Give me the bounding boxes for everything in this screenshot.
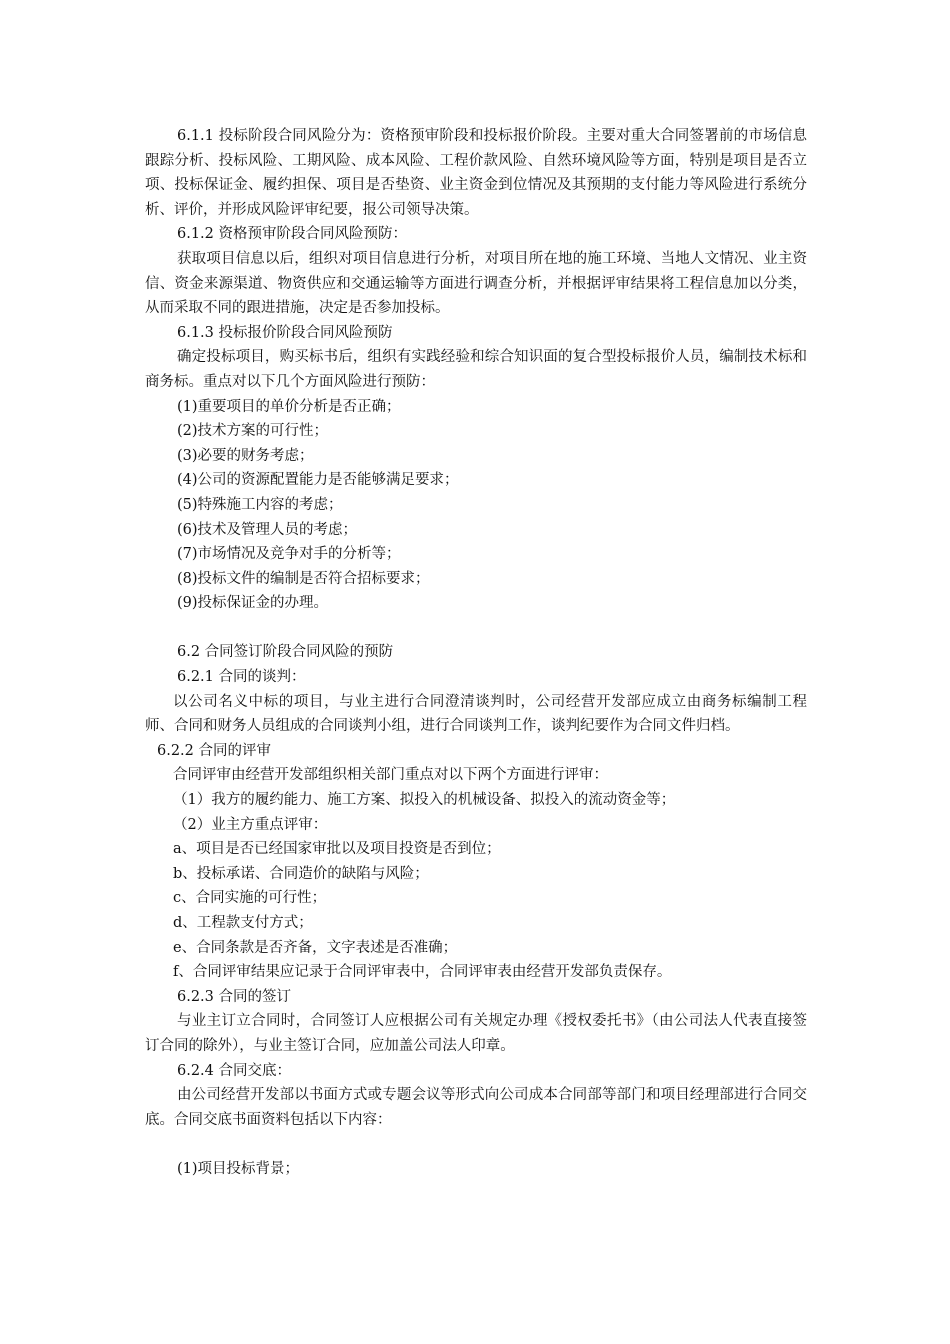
list-item: d、工程款支付方式；	[173, 915, 313, 931]
heading-6-2-3: 6.2.3 合同的签订	[177, 988, 292, 1005]
list-item: c、合同实施的可行性；	[173, 890, 327, 907]
heading-6-2: 6.2 合同签订阶段合同风险的预防	[177, 644, 394, 661]
list-item: (7)市场情况及竞争对手的分析等；	[177, 546, 401, 563]
heading-6-2-1: 6.2.1 合同的谈判：	[177, 669, 306, 686]
list-item: (4)公司的资源配置能力是否能够满足要求；	[177, 472, 459, 489]
list-item: e、合同条款是否齐备，文字表述是否准确；	[173, 939, 458, 956]
paragraph-6-1-2-body: 获取项目信息以后，组织对项目信息进行分析，对项目所在地的施工环境、当地人文情况、业主资信、资金来源渠道、物资供应和交通运输等方面进行调查分析，并根据评审结果将工程信息加以分类，从而采取不同的跟进措施，决定是否参加投标。	[145, 250, 807, 317]
paragraph-spacer	[145, 616, 807, 641]
document-body	[145, 124, 807, 1182]
list-item: (1)重要项目的单价分析是否正确；	[177, 398, 401, 415]
paragraph-6-2-3-body: 与业主订立合同时，合同签订人应根据公司有关规定办理《授权委托书》（由公司法人代表直接签订合同的除外），与业主签订合同，应加盖公司法人印章。	[145, 1013, 807, 1054]
list-item: (8)投标文件的编制是否符合招标要求；	[177, 570, 430, 587]
list-item: (5)特殊施工内容的考虑；	[177, 496, 343, 513]
list-item: (2)技术方案的可行性；	[177, 423, 329, 440]
paragraph-6-2-2-body: 合同评审由经营开发部组织相关部门重点对以下两个方面进行评审：	[173, 767, 608, 784]
paragraph-6-1-3-body: 确定投标项目，购买标书后，组织有实践经验和综合知识面的复合型投标报价人员，编制技术标和商务标。重点对以下几个方面风险进行预防：	[145, 349, 807, 390]
list-item: (9)投标保证金的办理。	[177, 595, 329, 612]
paragraph-6-2-4-body: 由公司经营开发部以书面方式或专题会议等形式向公司成本合同部等部门和项目经理部进行合同交底。合同交底书面资料包括以下内容：	[145, 1087, 807, 1128]
list-item: a、项目是否已经国家审批以及项目投资是否到位；	[173, 841, 501, 858]
paragraph-6-1-1: 6.1.1 投标阶段合同风险分为：资格预审阶段和投标报价阶段。主要对重大合同签署前的市场信息跟踪分析、投标风险、工期风险、成本风险、工程价款风险、自然环境风险等方面，特别是项目是否立项、投标保证金、履约担保、项目是否垫资、业主资金到位情况及其预期的支付能力等风险进行系统分析、评价，并形成风险评审纪要，报公司领导决策。	[145, 128, 807, 218]
list-item: f、合同评审结果应记录于合同评审表中，合同评审表由经营开发部负责保存。	[173, 964, 672, 981]
list-item: b、投标承诺、合同造价的缺陷与风险；	[173, 865, 429, 882]
list-item: （1）我方的履约能力、施工方案、拟投入的机械设备、拟投入的流动资金等；	[173, 792, 676, 809]
heading-6-2-2: 6.2.2 合同的评审	[157, 742, 272, 759]
paragraph-6-2-1-body: 以公司名义中标的项目，与业主进行合同澄清谈判时，公司经营开发部应成立由商务标编制工程师、合同和财务人员组成的合同谈判小组，进行合同谈判工作，谈判纪要作为合同文件归档。	[145, 693, 807, 735]
list-item: (6)技术及管理人员的考虑；	[177, 521, 358, 538]
list-item: (3)必要的财务考虑；	[177, 447, 314, 464]
heading-6-2-4: 6.2.4 合同交底：	[177, 1062, 292, 1079]
heading-6-1-3: 6.1.3 投标报价阶段合同风险预防	[177, 324, 393, 341]
list-item: (1)项目投标背景；	[177, 1160, 300, 1177]
paragraph-spacer	[145, 1132, 807, 1157]
heading-6-1-2: 6.1.2 资格预审阶段合同风险预防：	[177, 226, 408, 243]
list-item: （2）业主方重点评审：	[173, 816, 328, 833]
